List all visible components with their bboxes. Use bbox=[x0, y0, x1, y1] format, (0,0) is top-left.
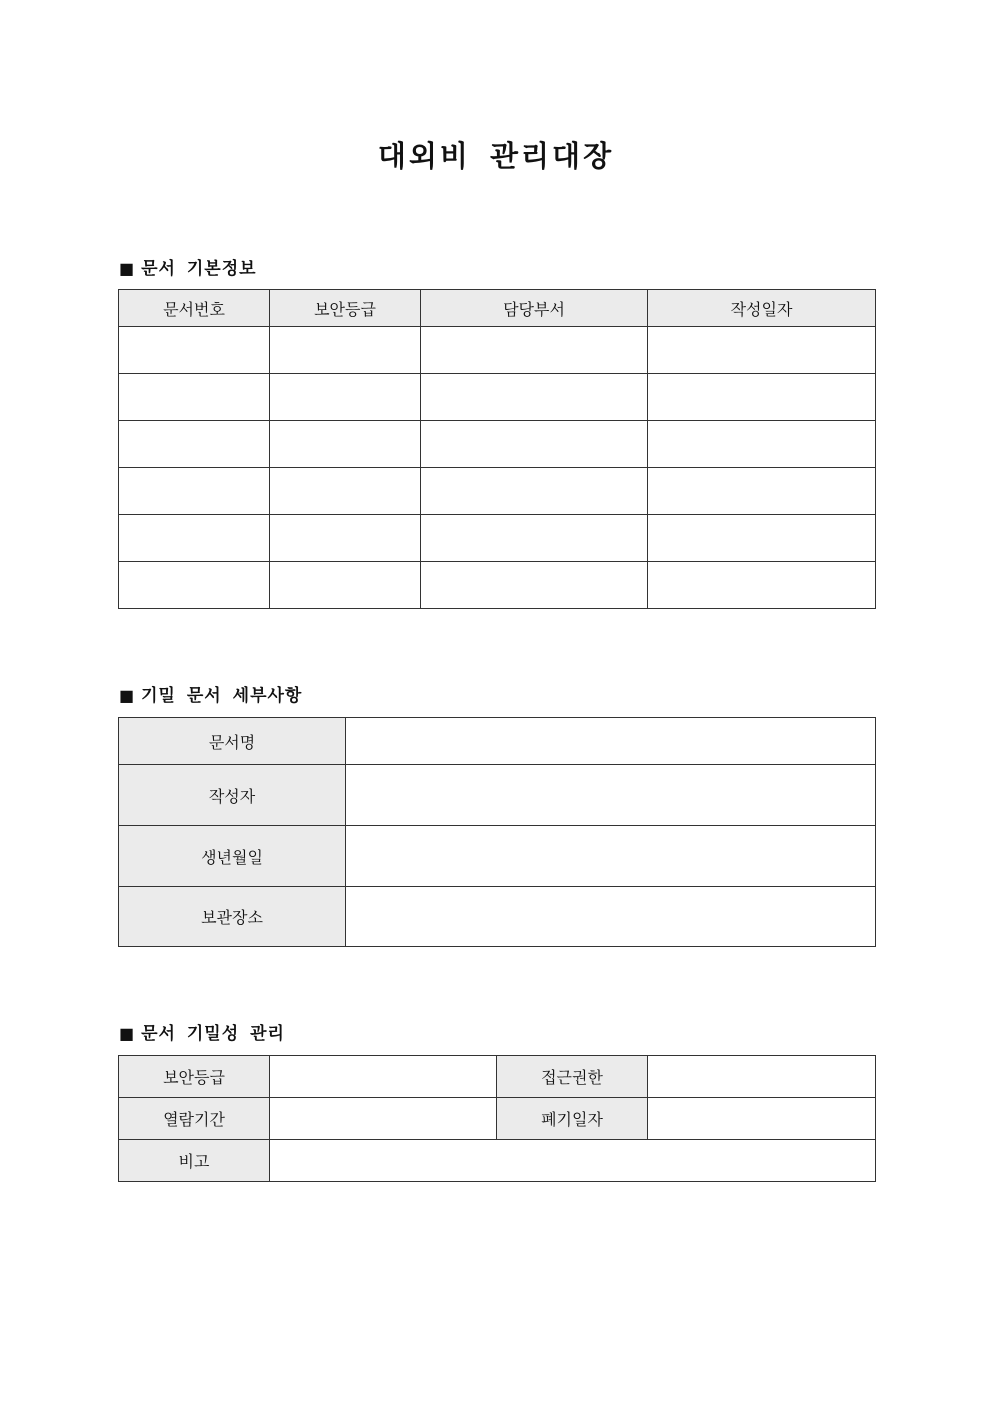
table-cell[interactable] bbox=[421, 327, 648, 374]
section-title-text: 기밀 문서 세부사항 bbox=[141, 686, 303, 706]
header-department: 담당부서 bbox=[421, 290, 648, 327]
doc-name-field[interactable] bbox=[346, 718, 876, 765]
table-row bbox=[119, 468, 876, 515]
table-cell[interactable] bbox=[270, 468, 421, 515]
security-level-field[interactable] bbox=[270, 1056, 497, 1098]
label-viewing-period: 열람기간 bbox=[119, 1098, 270, 1140]
table-cell[interactable] bbox=[119, 562, 270, 609]
header-date: 작성일자 bbox=[648, 290, 876, 327]
table-cell[interactable] bbox=[119, 374, 270, 421]
table-cell[interactable] bbox=[648, 421, 876, 468]
confidentiality-management-table bbox=[118, 1055, 876, 1182]
table-cell[interactable] bbox=[270, 515, 421, 562]
table-cell[interactable] bbox=[648, 515, 876, 562]
table-cell[interactable] bbox=[119, 327, 270, 374]
section-title-confidentiality-management bbox=[119, 1019, 285, 1044]
basic-info-table bbox=[118, 289, 876, 609]
table-cell[interactable] bbox=[421, 421, 648, 468]
table-row bbox=[119, 1140, 876, 1182]
table-row bbox=[119, 765, 876, 826]
table-cell[interactable] bbox=[270, 421, 421, 468]
label-storage-location: 보관장소 bbox=[119, 887, 346, 947]
table-row bbox=[119, 515, 876, 562]
table-row bbox=[119, 1056, 876, 1098]
table-cell[interactable] bbox=[648, 468, 876, 515]
table-cell[interactable] bbox=[119, 421, 270, 468]
table-row bbox=[119, 421, 876, 468]
disposal-date-field[interactable] bbox=[648, 1098, 876, 1140]
table-cell[interactable] bbox=[270, 374, 421, 421]
square-bullet-icon: ■ bbox=[119, 259, 136, 278]
table-cell[interactable] bbox=[421, 468, 648, 515]
confidential-details-table bbox=[118, 717, 876, 947]
table-row bbox=[119, 562, 876, 609]
section-title-text: 문서 기본정보 bbox=[141, 259, 257, 279]
label-author: 작성자 bbox=[119, 765, 346, 826]
table-cell[interactable] bbox=[270, 562, 421, 609]
access-rights-field[interactable] bbox=[648, 1056, 876, 1098]
table-header-row bbox=[119, 290, 876, 327]
table-cell[interactable] bbox=[270, 327, 421, 374]
storage-location-field[interactable] bbox=[346, 887, 876, 947]
header-doc-number: 문서번호 bbox=[119, 290, 270, 327]
label-birthdate: 생년월일 bbox=[119, 826, 346, 887]
birthdate-field[interactable] bbox=[346, 826, 876, 887]
label-doc-name: 문서명 bbox=[119, 718, 346, 765]
table-cell[interactable] bbox=[648, 327, 876, 374]
section-title-confidential-details bbox=[119, 681, 302, 706]
label-disposal-date: 폐기일자 bbox=[497, 1098, 648, 1140]
table-cell[interactable] bbox=[421, 374, 648, 421]
table-row bbox=[119, 887, 876, 947]
viewing-period-field[interactable] bbox=[270, 1098, 497, 1140]
label-access-rights: 접근권한 bbox=[497, 1056, 648, 1098]
square-bullet-icon: ■ bbox=[119, 686, 136, 705]
table-row bbox=[119, 718, 876, 765]
section-title-text: 문서 기밀성 관리 bbox=[141, 1024, 285, 1044]
document-title: 대외비 관리대장 bbox=[377, 139, 615, 173]
label-remarks: 비고 bbox=[119, 1140, 270, 1182]
header-security-level: 보안등급 bbox=[270, 290, 421, 327]
remarks-field[interactable] bbox=[270, 1140, 876, 1182]
table-cell[interactable] bbox=[119, 468, 270, 515]
table-cell[interactable] bbox=[421, 515, 648, 562]
label-security-level: 보안등급 bbox=[119, 1056, 270, 1098]
square-bullet-icon: ■ bbox=[119, 1024, 136, 1043]
table-cell[interactable] bbox=[119, 515, 270, 562]
table-cell[interactable] bbox=[648, 374, 876, 421]
table-cell[interactable] bbox=[421, 562, 648, 609]
section-title-basic-info bbox=[119, 254, 257, 279]
table-row bbox=[119, 826, 876, 887]
table-row bbox=[119, 1098, 876, 1140]
author-field[interactable] bbox=[346, 765, 876, 826]
table-row bbox=[119, 327, 876, 374]
table-row bbox=[119, 374, 876, 421]
table-cell[interactable] bbox=[648, 562, 876, 609]
